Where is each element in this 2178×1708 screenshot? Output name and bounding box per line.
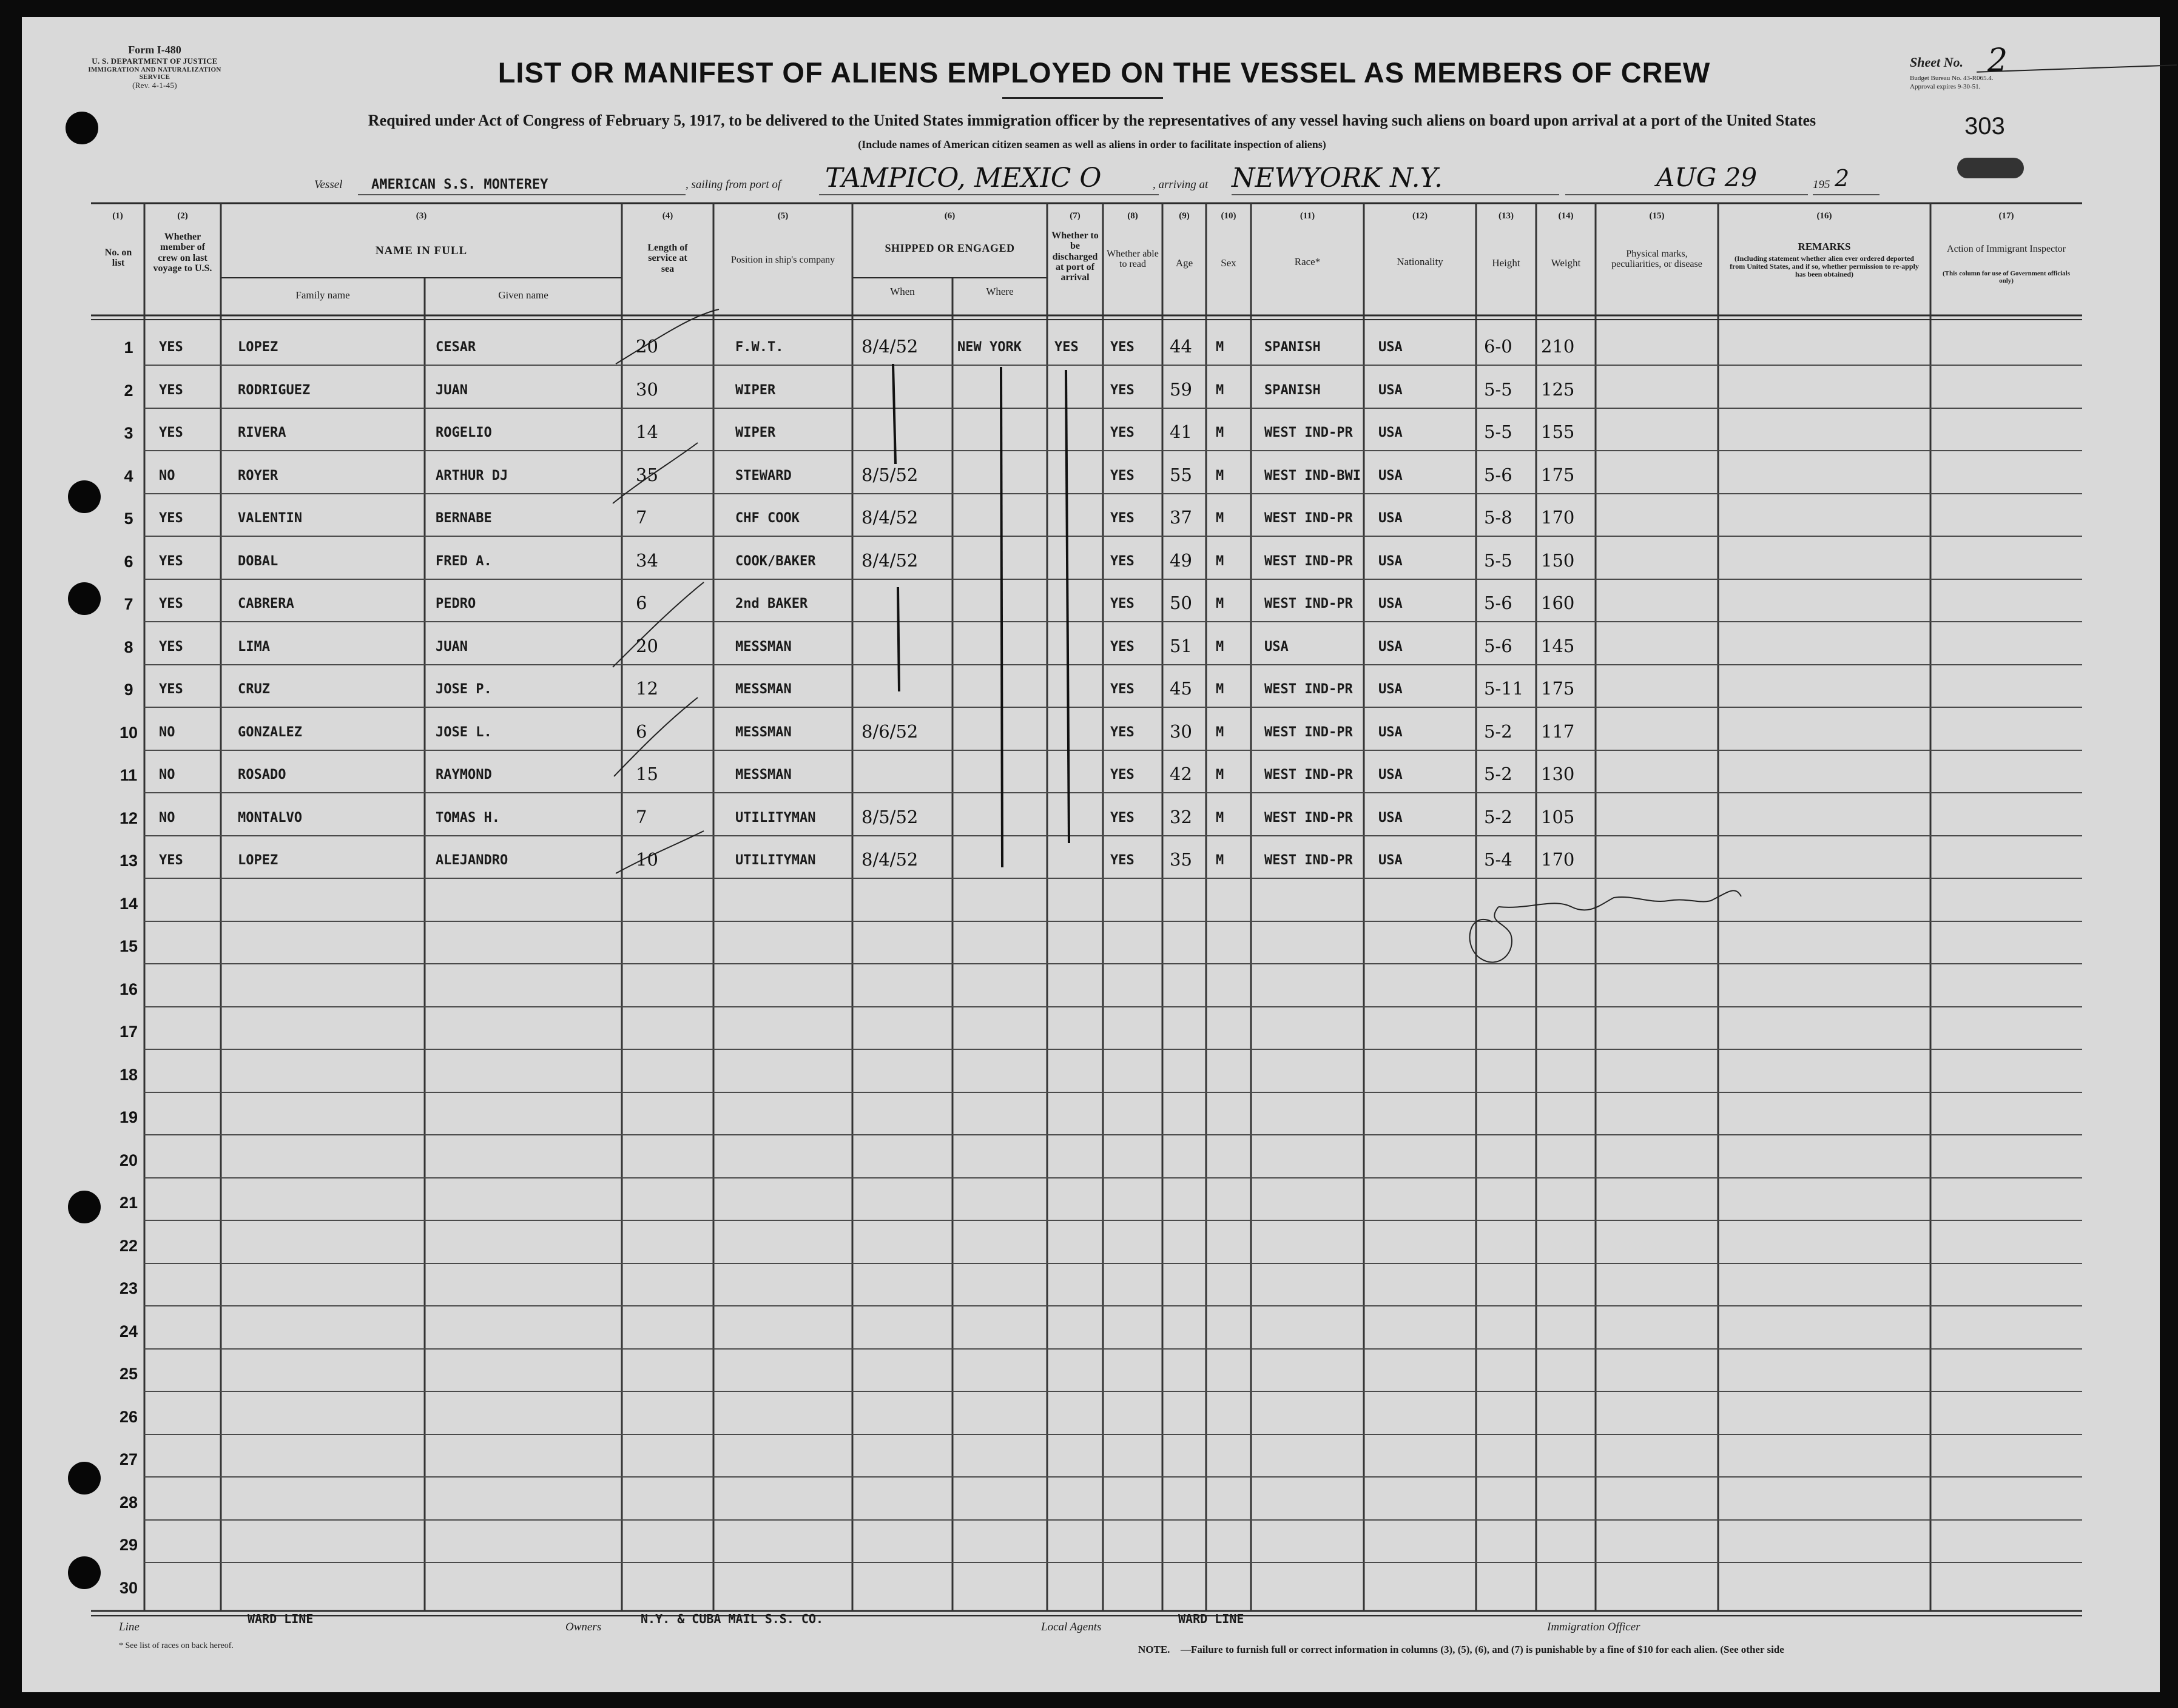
row-number: 22 <box>119 1237 138 1255</box>
race: WEST IND-PR <box>1264 767 1353 782</box>
able-to-read: YES <box>1110 767 1135 782</box>
arrival-date: AUG 29 <box>1656 163 1758 192</box>
given-name: ROGELIO <box>436 425 492 440</box>
length-of-service: 20 <box>636 636 658 656</box>
col-12-header: Nationality <box>1397 256 1443 267</box>
race: WEST IND-PR <box>1264 682 1353 697</box>
race: WEST IND-PR <box>1264 554 1353 569</box>
col-4-number: (4) <box>662 211 673 221</box>
race: WEST IND-PR <box>1264 596 1353 611</box>
family-name: LOPEZ <box>238 853 278 868</box>
crew-member-last-voyage: NO <box>159 767 175 782</box>
family-name: MONTALVO <box>238 810 302 825</box>
page-title: LIST OR MANIFEST OF ALIENS EMPLOYED ON THE VESSEL AS MEMBERS OF CREW <box>497 56 1711 89</box>
col-6-header: SHIPPED OR ENGAGED <box>885 242 1015 254</box>
shipped-when: 8/5/52 <box>861 465 919 485</box>
race: WEST IND-PR <box>1264 425 1353 440</box>
given-name: ALEJANDRO <box>436 853 508 868</box>
note-text: —Failure to furnish full or correct information in columns (3), (5), (6), and (7) is punishable by a fine of $10 for each alien. (See other side <box>1181 1644 1784 1655</box>
age: 50 <box>1170 593 1192 613</box>
position: MESSMAN <box>735 639 792 654</box>
shipped-when: 8/6/52 <box>861 721 919 742</box>
row-number: 18 <box>119 1066 138 1084</box>
given-name: BERNABE <box>436 511 492 526</box>
able-to-read: YES <box>1110 511 1135 526</box>
length-of-service: 6 <box>636 593 647 613</box>
row-number: 3 <box>124 424 133 442</box>
col-6b-header: Where <box>986 286 1014 297</box>
col-11-number: (11) <box>1300 211 1315 221</box>
crew-member-last-voyage: YES <box>159 383 183 398</box>
position: 2nd BAKER <box>735 596 808 611</box>
col-6a-header: When <box>890 286 915 297</box>
form-service: IMMIGRATION AND NATURALIZATION SERVICE <box>88 66 221 81</box>
able-to-read: YES <box>1110 725 1135 740</box>
weight: 170 <box>1541 507 1575 528</box>
crew-member-last-voyage: YES <box>159 596 183 611</box>
vessel-label: Vessel <box>314 178 343 191</box>
length-of-service: 30 <box>636 379 658 400</box>
shipped-when: 8/4/52 <box>861 507 919 528</box>
length-of-service: 7 <box>636 507 647 528</box>
position: CHF COOK <box>735 511 800 526</box>
length-of-service: 35 <box>636 465 658 485</box>
col-14-header: Weight <box>1551 257 1581 269</box>
weight: 130 <box>1541 764 1575 784</box>
given-name: FRED A. <box>436 554 492 569</box>
row-number: 12 <box>119 809 138 827</box>
age: 41 <box>1170 422 1192 442</box>
crew-member-last-voyage: YES <box>159 853 183 868</box>
row-number: 4 <box>124 467 133 485</box>
height: 5-11 <box>1484 678 1524 699</box>
row-number: 21 <box>119 1194 138 1212</box>
nationality: USA <box>1378 639 1403 654</box>
length-of-service: 14 <box>636 422 658 442</box>
required-statement: Required under Act of Congress of February 5, 1917, to be delivered to the United States immigration officer by the representatives of any vessel having such aliens on board upon arrival at a port of the United States <box>368 112 1816 129</box>
race: USA <box>1264 639 1289 654</box>
sex: M <box>1216 468 1224 483</box>
age: 44 <box>1170 336 1192 357</box>
sex: M <box>1216 810 1224 825</box>
length-of-service: 15 <box>636 764 658 784</box>
family-name: DOBAL <box>238 554 278 569</box>
length-of-service: 7 <box>636 807 647 827</box>
position: MESSMAN <box>735 725 792 740</box>
family-name: CRUZ <box>238 682 270 697</box>
col-8-number: (8) <box>1127 211 1138 221</box>
footer-owners-value: N.Y. & CUBA MAIL S.S. CO. <box>641 1612 824 1626</box>
weight: 150 <box>1541 550 1575 571</box>
position: MESSMAN <box>735 682 792 697</box>
able-to-read: YES <box>1110 425 1135 440</box>
col-16-header: REMARKS <box>1798 241 1851 252</box>
crew-member-last-voyage: NO <box>159 468 175 483</box>
sex: M <box>1216 767 1224 782</box>
crew-member-last-voyage: YES <box>159 639 183 654</box>
footer-agents-value: WARD LINE <box>1178 1612 1244 1626</box>
col-17-subheader: (This column for use of Government officials only) <box>1942 270 2070 284</box>
row-number: 8 <box>124 638 133 656</box>
crew-member-last-voyage: NO <box>159 725 175 740</box>
arriving-port: NEWYORK N.Y. <box>1232 163 1443 193</box>
nationality: USA <box>1378 511 1403 526</box>
nationality: USA <box>1378 468 1403 483</box>
row-number: 7 <box>124 595 133 613</box>
crew-member-last-voyage: NO <box>159 810 175 825</box>
given-name: PEDRO <box>436 596 476 611</box>
row-number: 14 <box>119 895 138 913</box>
col-3a-header: Family name <box>295 289 350 301</box>
length-of-service: 20 <box>636 336 658 357</box>
height: 5-8 <box>1484 507 1512 528</box>
age: 51 <box>1170 636 1192 656</box>
include-statement: (Include names of American citizen seamen as well as aliens in order to facilitate inspection of aliens) <box>858 138 1326 150</box>
length-of-service: 34 <box>636 550 658 571</box>
row-number: 20 <box>119 1151 138 1169</box>
budget-bureau: Budget Bureau No. 43-R065.4. <box>1910 75 1994 82</box>
height: 5-4 <box>1484 849 1512 870</box>
footer-agents-label: Local Agents <box>1041 1621 1102 1633</box>
height: 5-5 <box>1484 422 1512 442</box>
height: 5-5 <box>1484 379 1512 400</box>
row-number: 6 <box>124 553 133 571</box>
given-name: CESAR <box>436 340 476 355</box>
race: WEST IND-BWI <box>1264 468 1361 483</box>
footer-officer-label: Immigration Officer <box>1547 1621 1640 1633</box>
row-number: 2 <box>124 382 133 400</box>
sailing-port: TAMPICO, MEXIC O <box>825 163 1102 193</box>
col-17-number: (17) <box>1998 211 2014 221</box>
sex: M <box>1216 340 1224 355</box>
age: 42 <box>1170 764 1192 784</box>
crew-member-last-voyage: YES <box>159 682 183 697</box>
col-3-header: NAME IN FULL <box>375 244 468 257</box>
col-5-number: (5) <box>777 211 789 221</box>
col-4-header: Length of service at sea <box>647 243 688 274</box>
given-name: ARTHUR DJ <box>436 468 508 483</box>
family-name: LIMA <box>238 639 270 654</box>
col-1-header: No. on list <box>104 247 132 269</box>
arriving-label: , arriving at <box>1153 178 1209 191</box>
height: 5-2 <box>1484 764 1512 784</box>
weight: 175 <box>1541 465 1575 485</box>
row-number: 29 <box>119 1536 138 1554</box>
family-name: ROYER <box>238 468 278 483</box>
position: UTILITYMAN <box>735 810 816 825</box>
position: UTILITYMAN <box>735 853 816 868</box>
race: WEST IND-PR <box>1264 810 1353 825</box>
col-2-header: Whether member of crew on last voyage to U.S. <box>153 232 212 274</box>
position: WIPER <box>735 383 776 398</box>
weight: 145 <box>1541 636 1575 656</box>
able-to-read: YES <box>1110 554 1135 569</box>
given-name: JOSE L. <box>436 725 492 740</box>
race: WEST IND-PR <box>1264 853 1353 868</box>
col-10-number: (10) <box>1221 211 1236 221</box>
col-15-header: Physical marks, peculiarities, or disease <box>1611 249 1702 270</box>
col-9-header: Age <box>1175 257 1193 269</box>
able-to-read: YES <box>1110 383 1135 398</box>
row-number: 9 <box>124 681 133 699</box>
family-name: GONZALEZ <box>238 725 302 740</box>
able-to-read: YES <box>1110 682 1135 697</box>
weight: 117 <box>1541 721 1575 742</box>
sailing-label: , sailing from port of <box>686 178 781 191</box>
shipped-when: 8/4/52 <box>861 336 919 357</box>
crew-member-last-voyage: YES <box>159 554 183 569</box>
col-9-number: (9) <box>1179 211 1190 221</box>
able-to-read: YES <box>1110 853 1135 868</box>
able-to-read: YES <box>1110 340 1135 355</box>
form-number: Form I-480 <box>128 44 181 56</box>
nationality: USA <box>1378 554 1403 569</box>
height: 5-5 <box>1484 550 1512 571</box>
weight: 155 <box>1541 422 1575 442</box>
sheet-label: Sheet No. <box>1910 55 1963 70</box>
row-number: 26 <box>119 1408 138 1426</box>
family-name: LOPEZ <box>238 340 278 355</box>
col-1-number: (1) <box>112 211 123 221</box>
sex: M <box>1216 511 1224 526</box>
form-revision: (Rev. 4-1-45) <box>132 81 177 90</box>
position: COOK/BAKER <box>735 554 816 569</box>
col-3b-header: Given name <box>498 289 548 301</box>
family-name: RIVERA <box>238 425 286 440</box>
age: 59 <box>1170 379 1192 400</box>
footer-owners-label: Owners <box>565 1621 602 1633</box>
nationality: USA <box>1378 425 1403 440</box>
given-name: JUAN <box>436 383 468 398</box>
age: 49 <box>1170 550 1192 571</box>
given-name: JUAN <box>436 639 468 654</box>
col-13-header: Height <box>1492 257 1520 269</box>
family-name: RODRIGUEZ <box>238 383 311 398</box>
length-of-service: 6 <box>636 721 647 742</box>
sex: M <box>1216 383 1224 398</box>
height: 5-2 <box>1484 721 1512 742</box>
row-number: 27 <box>119 1450 138 1468</box>
able-to-read: YES <box>1110 468 1135 483</box>
col-12-number: (12) <box>1412 211 1428 221</box>
weight: 105 <box>1541 807 1575 827</box>
nationality: USA <box>1378 340 1403 355</box>
col-17-header: Action of Immigrant Inspector <box>1947 244 2066 254</box>
sex: M <box>1216 596 1224 611</box>
row-number: 1 <box>124 338 133 357</box>
col-10-header: Sex <box>1221 257 1236 269</box>
position: WIPER <box>735 425 776 440</box>
weight: 170 <box>1541 849 1575 870</box>
nationality: USA <box>1378 596 1403 611</box>
crew-member-last-voyage: YES <box>159 511 183 526</box>
family-name: VALENTIN <box>238 511 302 526</box>
race: WEST IND-PR <box>1264 511 1353 526</box>
shipped-when: 8/5/52 <box>861 807 919 827</box>
given-name: RAYMOND <box>436 767 492 782</box>
footer-line-label: Line <box>119 1621 140 1633</box>
row-number: 30 <box>119 1579 138 1597</box>
col-16-number: (16) <box>1816 211 1832 221</box>
row-number: 16 <box>119 980 138 998</box>
shipped-when: 8/4/52 <box>861 550 919 571</box>
col-13-number: (13) <box>1499 211 1514 221</box>
col-14-number: (14) <box>1558 211 1574 221</box>
sex: M <box>1216 682 1224 697</box>
footer-line-value: WARD LINE <box>248 1612 314 1626</box>
year-printed: 195 <box>1813 178 1830 191</box>
shipped-where: NEW YORK <box>957 340 1022 355</box>
position: STEWARD <box>735 468 792 483</box>
nationality: USA <box>1378 725 1403 740</box>
crew-member-last-voyage: YES <box>159 340 183 355</box>
col-3-number: (3) <box>416 211 427 221</box>
sex: M <box>1216 425 1224 440</box>
stamp-number: 303 <box>1964 113 2005 140</box>
col-6-number: (6) <box>944 211 956 221</box>
col-11-header: Race* <box>1294 256 1321 267</box>
row-number: 23 <box>119 1279 138 1297</box>
sex: M <box>1216 725 1224 740</box>
race: SPANISH <box>1264 383 1321 398</box>
approval-expires: Approval expires 9-30-51. <box>1910 83 1981 90</box>
able-to-read: YES <box>1110 596 1135 611</box>
sex: M <box>1216 639 1224 654</box>
age: 32 <box>1170 807 1192 827</box>
race: WEST IND-PR <box>1264 725 1353 740</box>
shipped-when: 8/4/52 <box>861 849 919 870</box>
row-number: 15 <box>119 937 138 955</box>
height: 5-6 <box>1484 465 1512 485</box>
height: 5-2 <box>1484 807 1512 827</box>
given-name: JOSE P. <box>436 682 492 697</box>
height: 5-6 <box>1484 636 1512 656</box>
col-7-number: (7) <box>1070 211 1081 221</box>
weight: 125 <box>1541 379 1575 400</box>
row-number: 5 <box>124 509 133 528</box>
given-name: TOMAS H. <box>436 810 500 825</box>
age: 55 <box>1170 465 1192 485</box>
sheet-number: 2 <box>1988 42 2008 79</box>
weight: 210 <box>1541 336 1575 357</box>
row-number: 28 <box>119 1493 138 1511</box>
race: SPANISH <box>1264 340 1321 355</box>
note-label: NOTE. <box>1138 1644 1170 1655</box>
row-number: 24 <box>119 1322 138 1340</box>
position: MESSMAN <box>735 767 792 782</box>
length-of-service: 12 <box>636 678 658 699</box>
position: F.W.T. <box>735 340 784 355</box>
sex: M <box>1216 853 1224 868</box>
able-to-read: YES <box>1110 810 1135 825</box>
age: 45 <box>1170 678 1192 699</box>
crew-member-last-voyage: YES <box>159 425 183 440</box>
weight: 175 <box>1541 678 1575 699</box>
vessel-name: AMERICAN S.S. MONTEREY <box>371 177 548 192</box>
row-number: 13 <box>119 852 138 870</box>
row-number: 25 <box>119 1365 138 1383</box>
nationality: USA <box>1378 383 1403 398</box>
nationality: USA <box>1378 767 1403 782</box>
nationality: USA <box>1378 853 1403 868</box>
age: 37 <box>1170 507 1192 528</box>
family-name: CABRERA <box>238 596 294 611</box>
nationality: USA <box>1378 682 1403 697</box>
form-department: U. S. DEPARTMENT OF JUSTICE <box>92 56 218 66</box>
sex: M <box>1216 554 1224 569</box>
height: 5-6 <box>1484 593 1512 613</box>
height: 6-0 <box>1484 336 1512 357</box>
age: 30 <box>1170 721 1192 742</box>
able-to-read: YES <box>1110 639 1135 654</box>
row-number: 11 <box>120 766 138 784</box>
length-of-service: 10 <box>636 849 658 870</box>
year-handwritten: 2 <box>1835 165 1850 192</box>
row-number: 10 <box>119 724 138 742</box>
to-be-discharged: YES <box>1054 340 1079 355</box>
weight: 160 <box>1541 593 1575 613</box>
col-7-header: Whether to be discharged at port of arrival <box>1051 230 1099 283</box>
col-8-header: Whether able to read <box>1107 249 1159 270</box>
col-16-subheader: (Including statement whether alien ever ordered deported from United States, and if so, whether permission to re-apply has been obtained) <box>1730 254 1919 278</box>
col-2-number: (2) <box>177 211 188 221</box>
nationality: USA <box>1378 810 1403 825</box>
row-number: 17 <box>119 1023 138 1041</box>
col-15-number: (15) <box>1649 211 1665 221</box>
family-name: ROSADO <box>238 767 286 782</box>
races-note: * See list of races on back hereof. <box>119 1641 234 1650</box>
col-5-header: Position in ship's company <box>730 255 835 265</box>
row-number: 19 <box>119 1108 138 1126</box>
age: 35 <box>1170 849 1192 870</box>
